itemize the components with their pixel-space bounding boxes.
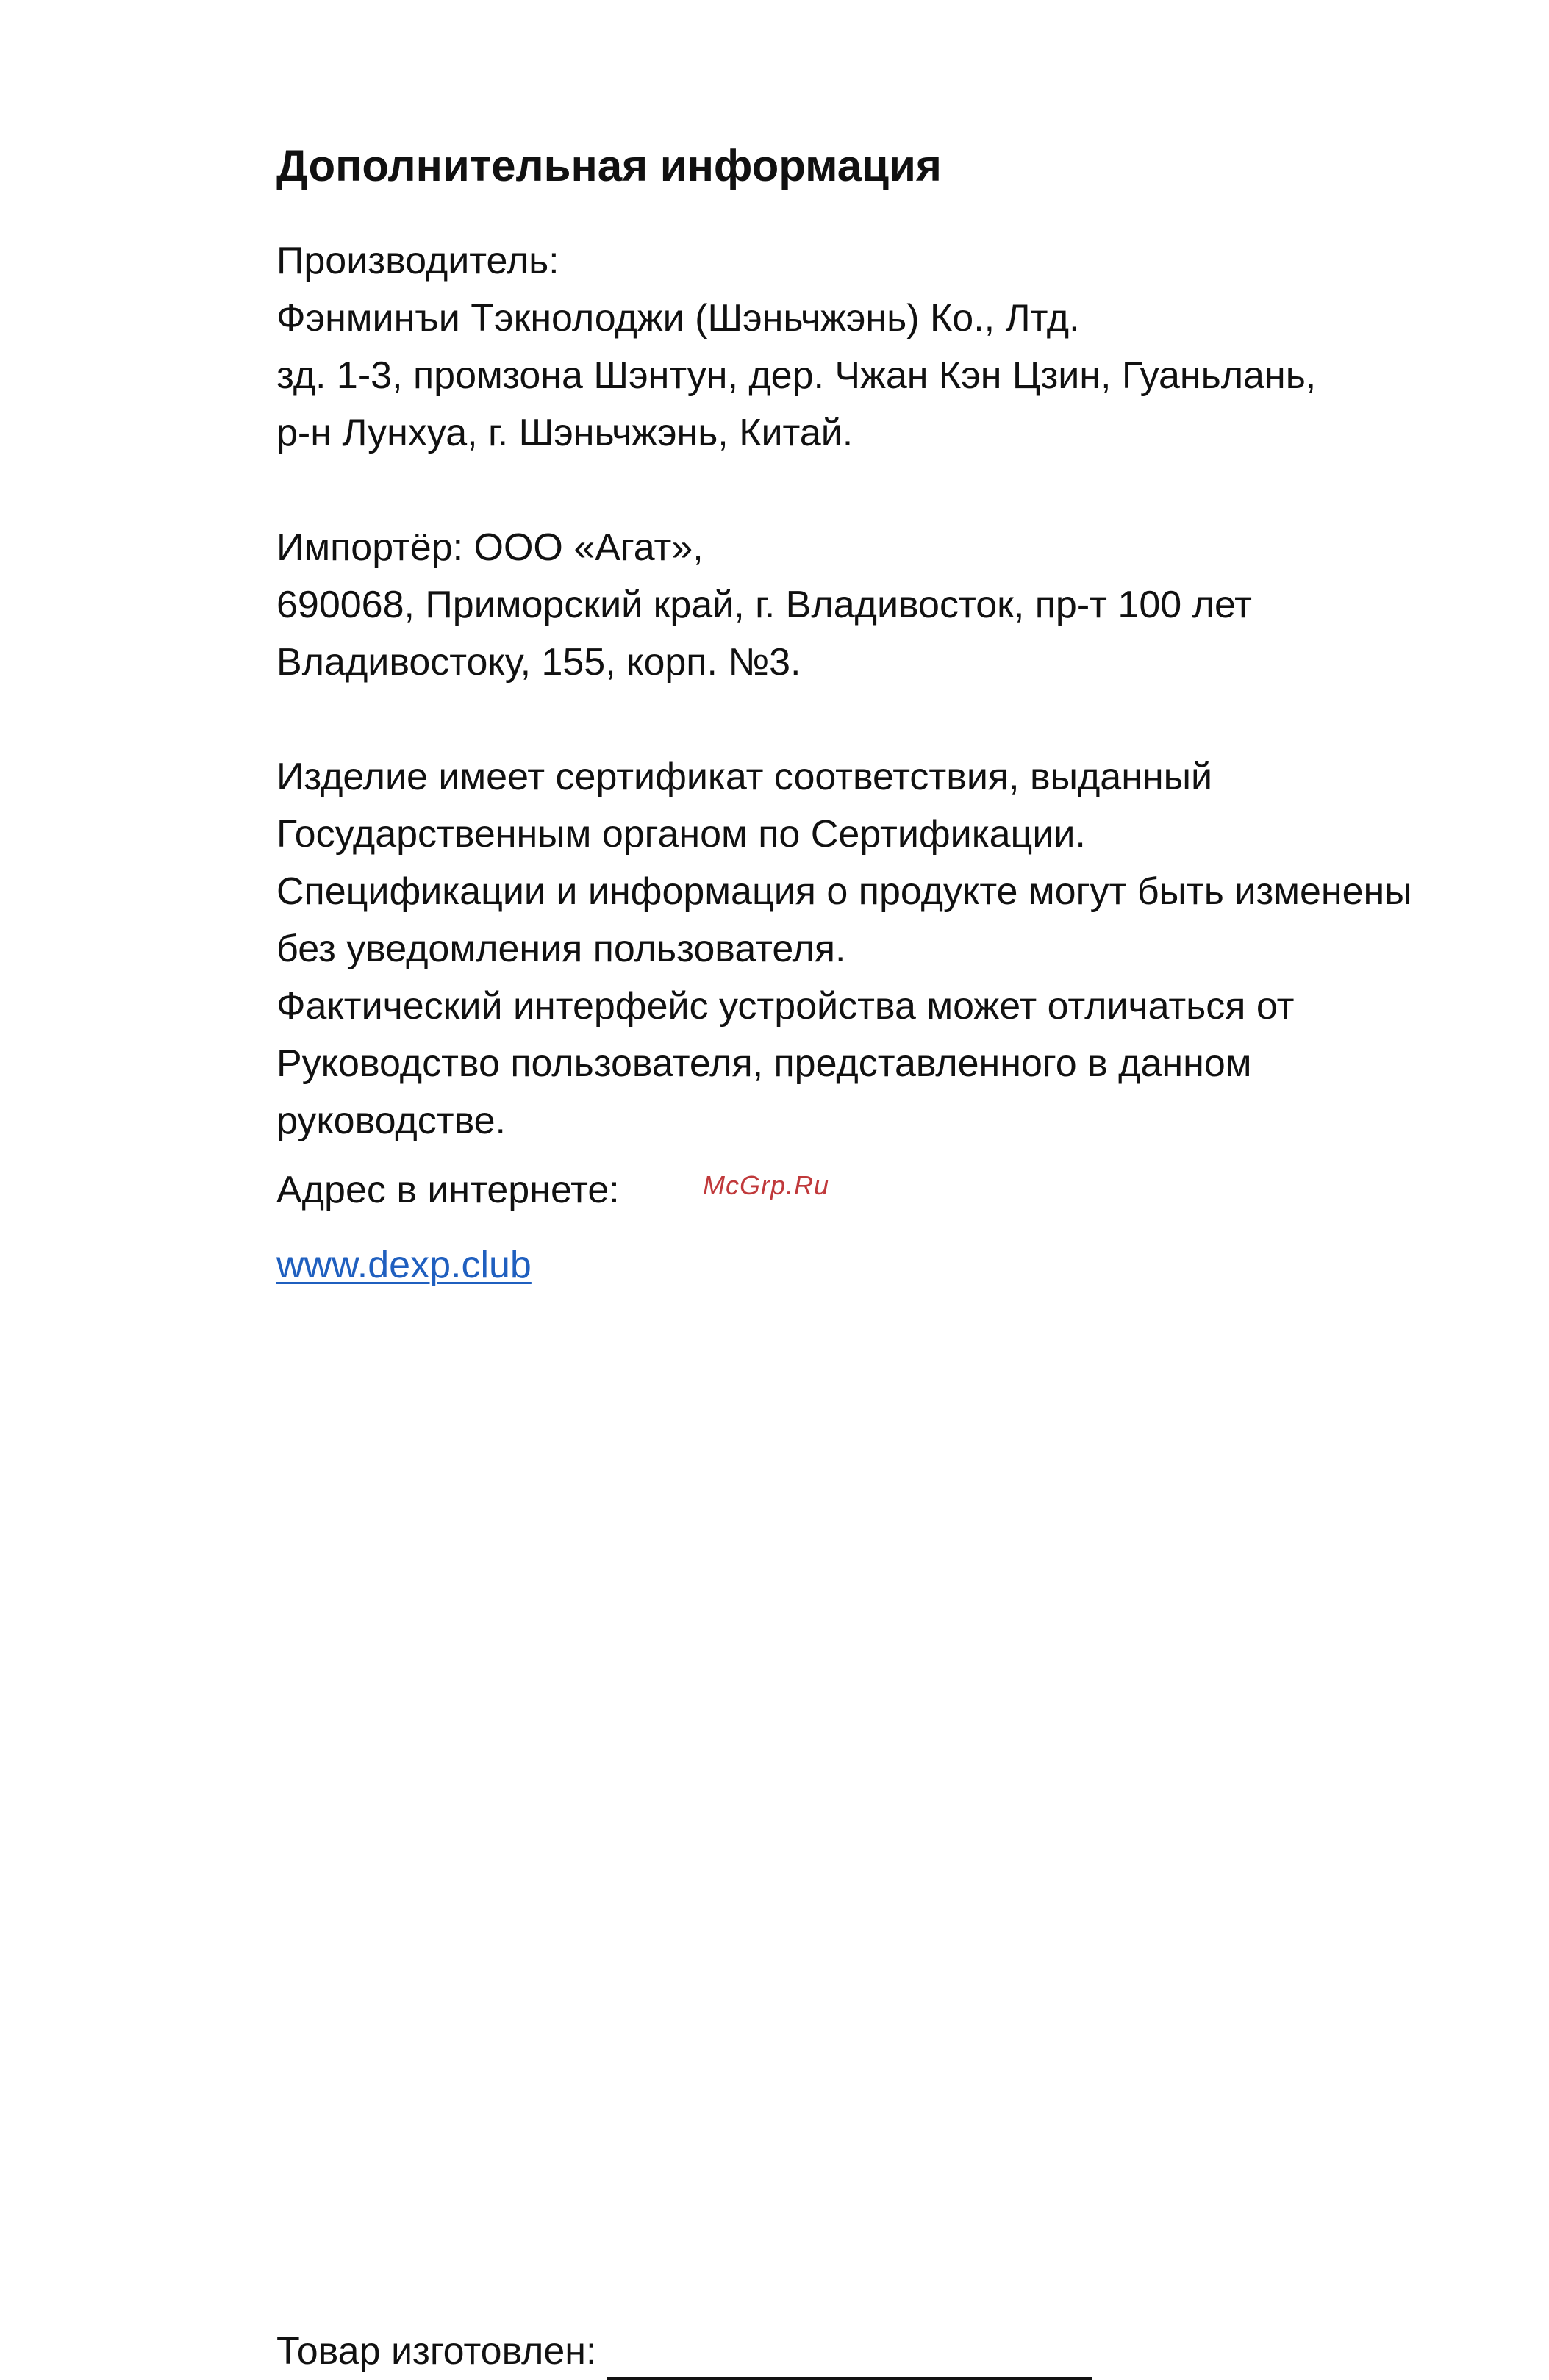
manufacturer-address-line-2: р-н Лунхуа, г. Шэньчжэнь, Китай. (276, 412, 854, 454)
notes-block (276, 748, 1541, 1150)
spacer (276, 691, 1541, 748)
manufacturer-name: Фэнминъи Тэкнолоджи (Шэньчжэнь) Ко., Лтд. (276, 297, 1080, 340)
document-content (276, 132, 1541, 1294)
website-link[interactable]: www.dexp.club (276, 1244, 532, 1286)
importer-address-line-1: 690068, Приморский край, г. Владивосток, пр-т 100 лет (276, 584, 1252, 626)
notes-line: Изделие имеет сертификат соответствия, выданный (276, 756, 1213, 798)
manufacturer-label: Производитель: (276, 240, 559, 282)
spacer (276, 462, 1541, 519)
watermark: McGrp.Ru (703, 1170, 830, 1200)
manufacture-date-row (276, 2323, 1092, 2380)
importer-address-line-2: Владивостоку, 155, корп. №3. (276, 641, 801, 684)
page-title: Дополнительная информация (276, 141, 942, 190)
web-address-label: Адрес в интернете: (276, 1169, 620, 1211)
notes-line: Спецификации и информация о продукте могут быть изменены (276, 870, 1412, 913)
importer-name: Импортёр: ООО «Агат», (276, 526, 704, 569)
notes-line: Руководство пользователя, представленного в данном (276, 1042, 1252, 1085)
notes-line: Государственным органом по Сертификации. (276, 813, 1086, 856)
manufacture-date-blank (607, 2336, 1092, 2380)
manufacturer-address-line-1: зд. 1-3, промзона Шэнтун, дер. Чжан Кэн Цзин, Гуаньлань, (276, 354, 1317, 397)
manufacturer-block (276, 232, 1541, 462)
notes-line: руководстве. (276, 1100, 506, 1142)
notes-line: Фактический интерфейс устройства может отличаться от (276, 985, 1295, 1028)
notes-line: без уведомления пользователя. (276, 928, 846, 970)
web-address-row (276, 1161, 1541, 1219)
manufacture-date-label: Товар изготовлен: (276, 2330, 597, 2373)
importer-block (276, 519, 1541, 691)
